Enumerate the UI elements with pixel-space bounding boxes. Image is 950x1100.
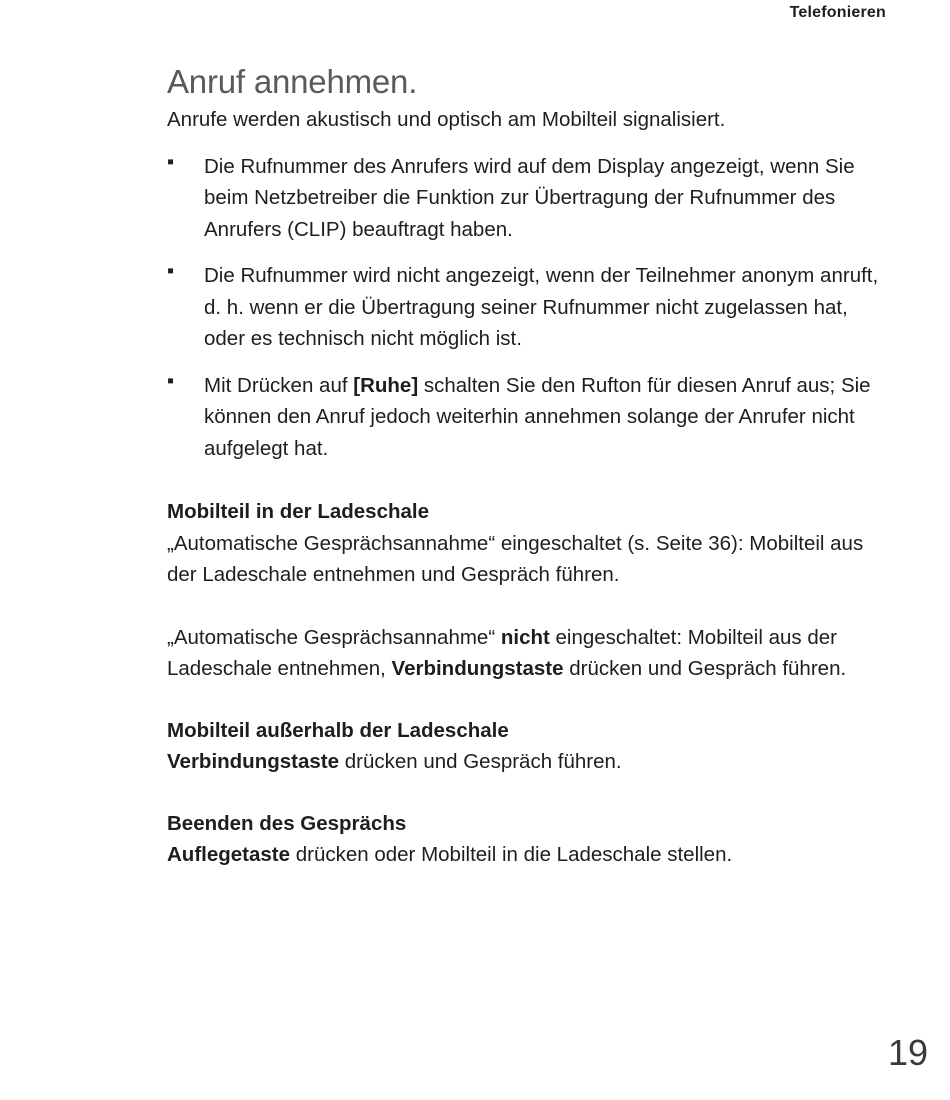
section-paragraph	[167, 839, 892, 871]
page-number: 19	[887, 1032, 928, 1073]
page-content	[167, 60, 892, 871]
text-span: „Automatische Gesprächsannahme“	[167, 625, 501, 649]
section-ausserhalb	[167, 715, 892, 778]
bullet-icon: ▪	[167, 369, 175, 392]
list-item	[167, 260, 892, 355]
section-ladeschale	[167, 496, 892, 685]
section-beenden	[167, 808, 892, 871]
bullet-icon: ▪	[167, 150, 175, 173]
section-paragraph	[167, 746, 892, 778]
bold-term: Verbindungstaste	[391, 657, 564, 680]
text-span: drücken und Gespräch führen.	[563, 657, 847, 680]
page-title: Anruf annehmen.	[167, 63, 418, 100]
bold-term: Auflegetaste	[167, 843, 291, 866]
section-paragraph	[167, 622, 892, 685]
section-heading: Beenden des Gesprächs	[167, 811, 407, 835]
intro-paragraph: Anrufe werden akustisch und optisch am Mobilteil signalisiert.	[167, 108, 726, 131]
list-item-text-pre: Mit Drücken auf	[204, 373, 354, 397]
list-item-text: Die Rufnummer des Anrufers wird auf dem Display angezeigt, wenn Sie beim Netzbetreiber die Funktion zur Übertragung der Rufnummer des Anrufers (CLIP) beauftragt haben.	[204, 154, 855, 241]
bullet-list	[167, 151, 892, 465]
ruhe-key-label: [Ruhe]	[353, 373, 419, 397]
text-span: eingeschaltet: Mobilteil aus der Ladeschale entnehmen,	[167, 625, 837, 680]
list-item-text-post: schalten Sie den Rufton für diesen Anruf aus; Sie können den Anruf jedoch weiterhin annehmen solange der Anrufer nicht aufgelegt hat.	[204, 373, 871, 460]
section-paragraph: „Automatische Gesprächsannahme“ eingeschaltet (s. Seite 36): Mobilteil aus der Ladeschale entnehmen und Gespräch führen.	[167, 531, 864, 586]
section-heading: Mobilteil in der Ladeschale	[167, 500, 430, 523]
text-span: drücken oder Mobilteil in die Ladeschale stellen.	[290, 843, 733, 866]
bullet-icon: ▪	[167, 260, 175, 282]
bold-term: Verbindungstaste	[167, 750, 340, 773]
list-item	[167, 370, 892, 465]
text-span: drücken und Gespräch führen.	[339, 750, 622, 773]
bold-term: nicht	[500, 625, 550, 649]
section-heading: Mobilteil außerhalb der Ladeschale	[167, 718, 509, 742]
running-header: Telefonieren	[789, 4, 886, 21]
list-item-text: Die Rufnummer wird nicht angezeigt, wenn der Teilnehmer anonym anruft, d. h. wenn er die Übertragung seiner Rufnummer nicht zugelassen hat, oder es technisch nicht möglich ist.	[204, 264, 879, 350]
list-item	[167, 151, 892, 246]
